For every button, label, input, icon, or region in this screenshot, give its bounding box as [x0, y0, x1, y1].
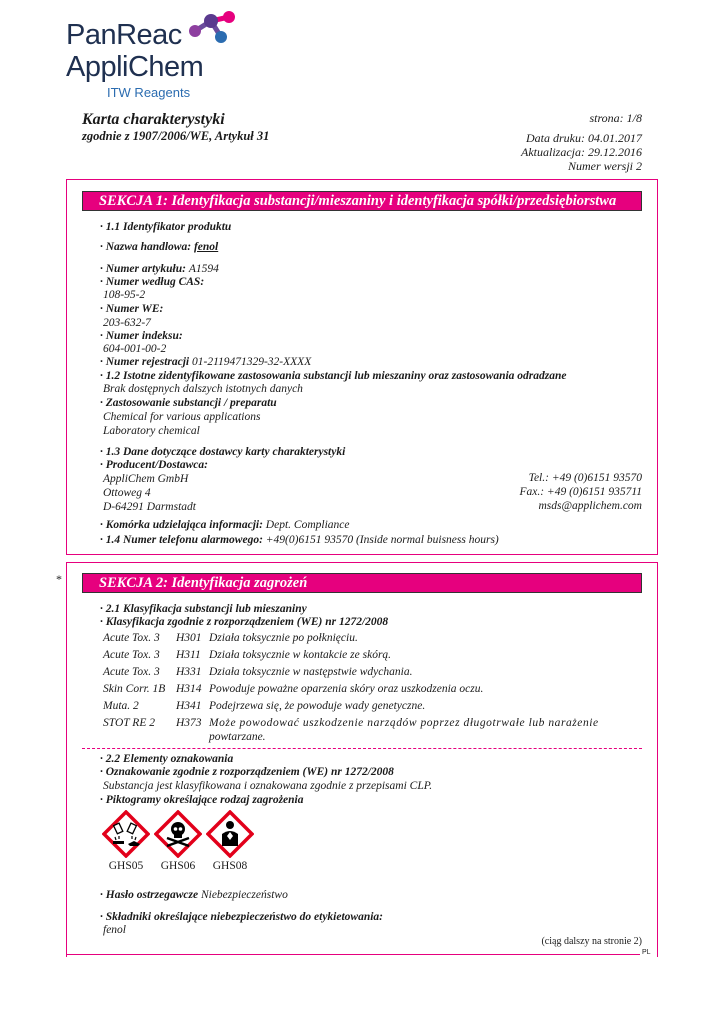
molecule-logo-icon	[185, 5, 245, 47]
registration-number: · Numer rejestracji 01-2119471329-32-XXXX	[100, 356, 312, 368]
hazardous-components-heading: · Składniki określające niebezpieczeństwo do etykietowania:	[100, 911, 384, 923]
document-subtitle: zgodnie z 1907/2006/WE, Artykuł 31	[82, 129, 270, 143]
application-heading: · Zastosowanie substancji / preparatu	[100, 397, 277, 409]
article-number: · Numer artykułu: A1594	[100, 263, 219, 275]
hazard-text: Może powodować uszkodzenie narządów poprzez długotrwałe lub narażenie	[209, 717, 599, 729]
info-department: · Komórka udzielająca informacji: Dept. Compliance	[100, 519, 350, 531]
product-identifier-heading: · 1.1 Identyfikator produktu	[100, 221, 232, 233]
page-number: strona: 1/8	[589, 111, 642, 125]
label-clp-note: Substancja jest klasyfikowana i oznakowana zgodnie z przepisami CLP.	[103, 780, 433, 792]
pictogram-label: GHS05	[108, 860, 144, 872]
uses-value: Brak dostępnych dalszych istotnych danych	[103, 383, 303, 395]
hazard-category: Skin Corr. 1B	[103, 683, 166, 695]
producer-label: · Producent/Dostawca:	[100, 459, 208, 471]
update-date: Aktualizacja: 29.12.2016	[521, 145, 642, 159]
pictogram-label: GHS06	[160, 860, 196, 872]
hazard-category: STOT RE 2	[103, 717, 155, 729]
hazard-text: Podejrzewa się, że powoduje wady genetyczne.	[209, 700, 426, 712]
print-date: Data druku: 04.01.2017	[526, 131, 642, 145]
hazard-code: H373	[176, 717, 202, 729]
logo-line3: ITW Reagents	[107, 85, 191, 100]
emergency-phone: · 1.4 Numer telefonu alarmowego: +49(0)6151 93570 (Inside normal buisness hours)	[100, 534, 499, 546]
ghs06-skull-icon	[154, 810, 202, 858]
uses-heading: · 1.2 Istotne zidentyfikowane zastosowania substancji lub mieszaniny oraz zastosowania odradzane	[100, 370, 567, 382]
version-number: Numer wersji 2	[567, 159, 642, 173]
hazard-text: Działa toksycznie w następstwie wdychania.	[209, 666, 413, 678]
ghs08-health-hazard-icon	[206, 810, 254, 858]
index-label: · Numer indeksu:	[100, 330, 183, 342]
continued-note: (ciąg dalszy na stronie 2)	[541, 936, 642, 947]
hazard-category: Acute Tox. 3	[103, 649, 160, 661]
pictogram-label: GHS08	[212, 860, 248, 872]
we-label: · Numer WE:	[100, 303, 164, 315]
classification-heading: · 2.1 Klasyfikacja substancji lub mieszaniny	[100, 603, 307, 615]
application-value2: Laboratory chemical	[103, 425, 200, 437]
ghs05-corrosion-icon	[102, 810, 150, 858]
hazard-text: Powoduje poważne oparzenia skóry oraz uszkodzenia oczu.	[209, 683, 484, 695]
footer-divider	[66, 954, 640, 955]
document-title: Karta charakterystyki	[82, 111, 225, 128]
hazard-code: H311	[176, 649, 201, 661]
signal-word: · Hasło ostrzegawcze Niebezpieczeństwo	[100, 889, 288, 901]
company-fax: Fax.: +49 (0)6151 935711	[519, 486, 642, 498]
pictograms-heading: · Piktogramy określające rodzaj zagrożenia	[100, 794, 304, 806]
change-marker: *	[56, 572, 62, 586]
hazard-text: Działa toksycznie w kontakcie ze skórą.	[209, 649, 392, 661]
hazard-code: H331	[176, 666, 202, 678]
index-value: 604-001-00-2	[103, 343, 167, 355]
hazard-category: Muta. 2	[103, 700, 139, 712]
language-code: PL	[642, 949, 651, 956]
hazard-text-cont: powtarzane.	[209, 731, 266, 743]
hazardous-components-value: fenol	[103, 924, 126, 936]
company-phone: Tel.: +49 (0)6151 93570	[528, 472, 642, 484]
section1-header: SEKCJA 1: Identyfikacja substancji/mieszaniny i identyfikacja spółki/przedsiębiorstwa	[82, 191, 642, 211]
hazard-text: Działa toksycznie po połknięciu.	[209, 632, 358, 644]
company-email[interactable]: msds@applichem.com	[538, 500, 642, 512]
company-street: Ottoweg 4	[103, 487, 151, 499]
label-regulation: · Oznakowanie zgodnie z rozporządzeniem (WE) nr 1272/2008	[100, 766, 394, 778]
supplier-heading: · 1.3 Dane dotyczące dostawcy karty charakterystyki	[100, 446, 346, 458]
logo-line2: AppliChem	[66, 51, 204, 83]
trade-name: · Nazwa handlowa: fenol	[100, 241, 219, 253]
hazard-category: Acute Tox. 3	[103, 632, 160, 644]
logo-line1: PanReac	[66, 19, 182, 51]
label-elements-heading: · 2.2 Elementy oznakowania	[100, 753, 234, 765]
application-value1: Chemical for various applications	[103, 411, 261, 423]
hazard-category: Acute Tox. 3	[103, 666, 160, 678]
section-divider	[82, 748, 642, 749]
we-value: 203-632-7	[103, 317, 151, 329]
section2-header: SEKCJA 2: Identyfikacja zagrożeń	[82, 573, 642, 593]
company-city: D-64291 Darmstadt	[103, 501, 196, 513]
hazard-code: H314	[176, 683, 202, 695]
company-name: AppliChem GmbH	[103, 473, 189, 485]
hazard-code: H341	[176, 700, 202, 712]
classification-regulation: · Klasyfikacja zgodnie z rozporządzeniem (WE) nr 1272/2008	[100, 616, 389, 628]
cas-label: · Numer według CAS:	[100, 276, 205, 288]
hazard-code: H301	[176, 632, 202, 644]
cas-value: 108-95-2	[103, 289, 146, 301]
